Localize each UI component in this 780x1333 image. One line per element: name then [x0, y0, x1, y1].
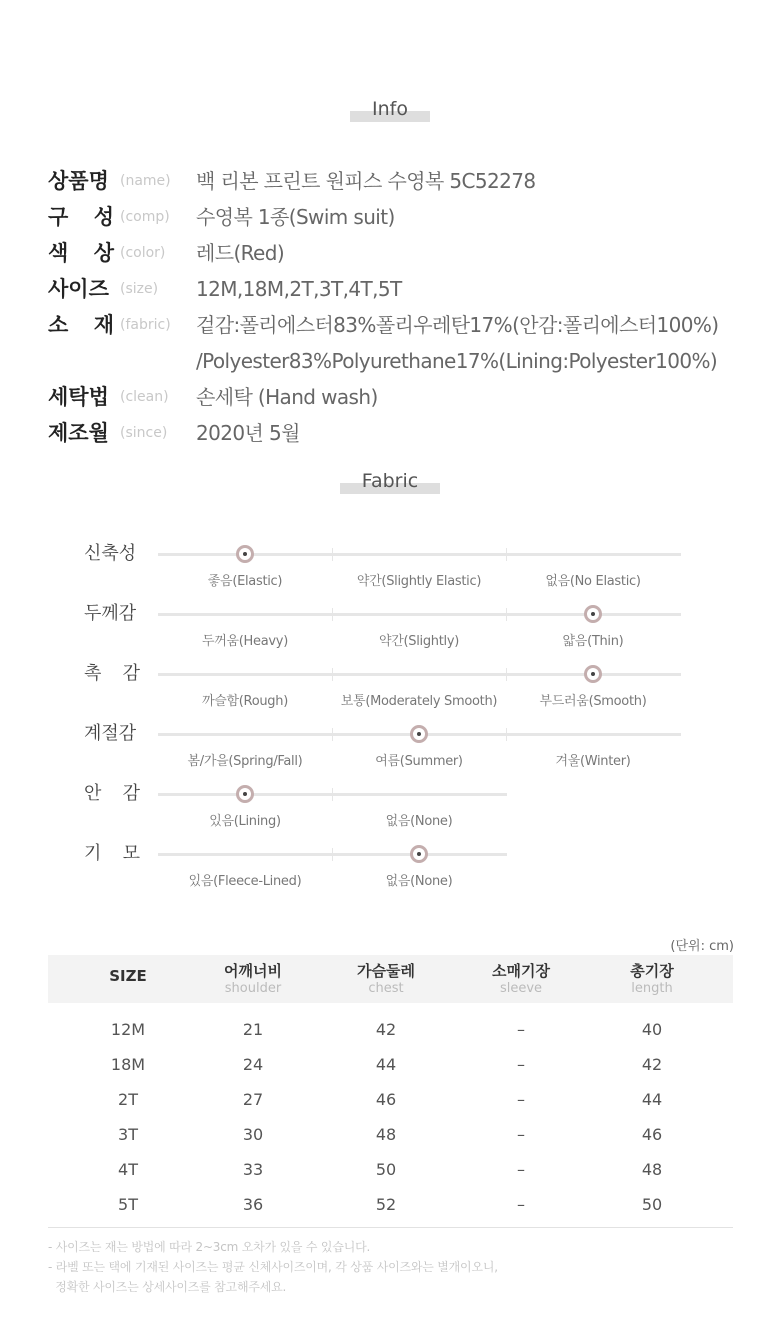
table-cell: 44	[375, 1055, 397, 1074]
size-table-body	[48, 1012, 733, 1222]
table-cell: 24	[242, 1055, 264, 1074]
table-cell: 3T	[118, 1125, 138, 1144]
note-line: - 라벨 또는 택에 기재된 사이즈는 평균 신체사이즈이며, 각 상품 사이즈와는 별개이오니,	[48, 1260, 498, 1274]
column-header-en: length	[631, 981, 673, 996]
table-cell: –	[517, 1195, 525, 1214]
selected-dot-icon	[584, 665, 602, 683]
info-label	[48, 235, 114, 271]
fabric-label	[84, 780, 140, 808]
info-label-en: (color)	[120, 245, 166, 261]
info-label-en: (clean)	[120, 389, 169, 405]
fabric-label: 신축성	[84, 543, 137, 564]
fabric-row	[0, 780, 780, 840]
info-value	[196, 415, 300, 451]
fabric-tick	[332, 608, 333, 621]
fabric-option: 까슬함(Rough)	[202, 694, 288, 709]
table-cell: –	[517, 1055, 525, 1074]
table-cell: 4T	[118, 1160, 138, 1179]
table-row	[48, 1117, 733, 1152]
table-cell: 50	[641, 1195, 663, 1214]
info-value-line: 겉감:폴리에스터83%폴리우레탄17%(안감:폴리에스터100%)	[196, 313, 719, 337]
fabric-option: 좋음(Elastic)	[207, 574, 283, 589]
column-header-ko: 가슴둘레	[357, 962, 415, 980]
fabric-label-char: 안	[84, 783, 102, 804]
fabric-option: 두꺼움(Heavy)	[202, 634, 288, 649]
fabric-track	[158, 613, 681, 616]
fabric-row	[0, 720, 780, 780]
info-value-line: /Polyester83%Polyurethane17%(Lining:Polyester100%)	[196, 349, 718, 373]
fabric-label-char: 기	[84, 843, 102, 864]
info-value	[196, 163, 536, 199]
info-label	[48, 307, 114, 343]
fabric-option: 없음(None)	[385, 814, 453, 829]
info-label-char: 재	[93, 313, 114, 337]
info-label: 사이즈	[48, 277, 109, 301]
info-row	[48, 271, 778, 307]
info-label-en: (size)	[120, 281, 159, 297]
table-cell: 5T	[118, 1195, 138, 1214]
info-label-char: 성	[93, 205, 114, 229]
table-cell: 52	[375, 1195, 397, 1214]
selected-dot-icon	[236, 785, 254, 803]
table-row	[48, 1012, 733, 1047]
fabric-label-char: 감	[122, 783, 140, 804]
info-section-title: Info	[0, 96, 780, 122]
info-label-en: (comp)	[120, 209, 170, 225]
table-cell: 30	[242, 1125, 264, 1144]
note-line: - 사이즈는 재는 방법에 따라 2~3cm 오차가 있을 수 있습니다.	[48, 1240, 371, 1254]
table-cell: 33	[242, 1160, 264, 1179]
fabric-option: 약간(Slightly Elastic)	[356, 574, 482, 589]
info-row	[48, 163, 778, 199]
info-label	[48, 199, 114, 235]
fabric-option: 얇음(Thin)	[562, 634, 624, 649]
fabric-tick	[506, 608, 507, 621]
fabric-option: 약간(Slightly)	[378, 634, 460, 649]
table-cell: 40	[641, 1020, 663, 1039]
table-row	[48, 1047, 733, 1082]
size-table-column-header	[453, 963, 589, 997]
info-value-line: 손세탁 (Hand wash)	[196, 385, 378, 409]
column-header-ko: 소매기장	[492, 962, 550, 980]
fabric-row	[0, 600, 780, 660]
column-header-en: chest	[368, 981, 404, 996]
table-cell: 42	[375, 1020, 397, 1039]
fabric-row	[0, 540, 780, 600]
fabric-tick	[332, 848, 333, 861]
fabric-label	[84, 660, 140, 688]
info-label: 세탁법	[48, 385, 109, 409]
info-label: 제조월	[48, 421, 109, 445]
size-table-column-header	[584, 963, 720, 997]
fabric-option: 없음(None)	[385, 874, 453, 889]
table-cell: 46	[375, 1090, 397, 1109]
info-label-char: 색	[48, 241, 69, 265]
fabric-option: 겨울(Winter)	[555, 754, 631, 769]
table-divider	[48, 1227, 733, 1228]
fabric-row	[0, 660, 780, 720]
fabric-label: 두께감	[84, 603, 137, 624]
info-label-en: (since)	[120, 425, 168, 441]
fabric-option: 보통(Moderately Smooth)	[340, 694, 498, 709]
fabric-label-char: 촉	[84, 663, 102, 684]
fabric-tick	[332, 788, 333, 801]
fabric-option: 부드러움(Smooth)	[539, 694, 647, 709]
fabric-properties	[0, 540, 780, 900]
table-cell: 27	[242, 1090, 264, 1109]
fabric-label	[84, 840, 140, 868]
size-table-header	[48, 955, 733, 1003]
fabric-label-char: 감	[122, 663, 140, 684]
info-row	[48, 235, 778, 271]
table-cell: 50	[375, 1160, 397, 1179]
table-cell: 36	[242, 1195, 264, 1214]
fabric-option: 여름(Summer)	[375, 754, 463, 769]
table-cell: –	[517, 1160, 525, 1179]
fabric-tick	[332, 548, 333, 561]
size-notes	[48, 1237, 498, 1297]
unit-label: (단위: cm)	[670, 939, 734, 954]
info-label-char: 상	[93, 241, 114, 265]
fabric-track	[158, 673, 681, 676]
info-label-en: (name)	[120, 173, 171, 189]
column-header-ko: SIZE	[109, 967, 147, 985]
column-header-en: shoulder	[224, 981, 282, 996]
info-value	[196, 307, 718, 379]
table-row	[48, 1082, 733, 1117]
fabric-tick	[506, 548, 507, 561]
table-cell: 48	[641, 1160, 663, 1179]
fabric-label: 계절감	[84, 723, 137, 744]
table-cell: 2T	[118, 1090, 138, 1109]
table-cell: 46	[641, 1125, 663, 1144]
fabric-tick	[332, 668, 333, 681]
fabric-tick	[332, 728, 333, 741]
selected-dot-icon	[236, 545, 254, 563]
fabric-section-title: Fabric	[0, 468, 780, 494]
info-value-line: 2020년 5월	[196, 421, 300, 445]
selected-dot-icon	[584, 605, 602, 623]
info-value-line: 레드(Red)	[196, 241, 285, 265]
info-row	[48, 199, 778, 235]
selected-dot-icon	[410, 725, 428, 743]
table-cell: –	[517, 1125, 525, 1144]
info-label: 상품명	[48, 169, 109, 193]
info-value	[196, 271, 402, 307]
table-cell: 44	[641, 1090, 663, 1109]
fabric-label-char: 모	[122, 843, 140, 864]
product-info	[48, 163, 778, 451]
fabric-row	[0, 840, 780, 900]
fabric-option: 있음(Fleece-Lined)	[188, 874, 302, 889]
table-cell: 42	[641, 1055, 663, 1074]
column-header-ko: 어깨너비	[224, 962, 282, 980]
fabric-tick	[506, 728, 507, 741]
info-value-line: 백 리본 프린트 원피스 수영복 5C52278	[196, 169, 536, 193]
table-cell: 12M	[110, 1020, 146, 1039]
info-value	[196, 235, 284, 271]
table-row	[48, 1187, 733, 1222]
info-row	[48, 415, 778, 451]
table-cell: –	[517, 1020, 525, 1039]
info-row	[48, 379, 778, 415]
table-cell: 18M	[110, 1055, 146, 1074]
info-label-char: 소	[48, 313, 69, 337]
info-value	[196, 199, 395, 235]
table-cell: –	[517, 1090, 525, 1109]
info-label-en: (fabric)	[120, 317, 171, 333]
size-table-column-header	[318, 963, 454, 997]
fabric-option: 없음(No Elastic)	[545, 574, 641, 589]
info-row	[48, 307, 778, 379]
info-value	[196, 379, 378, 415]
info-value-line: 수영복 1종(Swim suit)	[196, 205, 395, 229]
size-table-column-header	[185, 963, 321, 997]
table-cell: 21	[242, 1020, 264, 1039]
info-value-line: 12M,18M,2T,3T,4T,5T	[196, 277, 402, 301]
table-row	[48, 1152, 733, 1187]
selected-dot-icon	[410, 845, 428, 863]
fabric-option: 봄/가을(Spring/Fall)	[187, 754, 303, 769]
table-cell: 48	[375, 1125, 397, 1144]
column-header-en: sleeve	[499, 981, 543, 996]
note-line: 정확한 사이즈는 상세사이즈를 참고해주세요.	[48, 1280, 287, 1294]
fabric-tick	[506, 668, 507, 681]
fabric-option: 있음(Lining)	[209, 814, 281, 829]
column-header-ko: 총기장	[630, 962, 674, 980]
size-table-column-header	[60, 968, 196, 985]
info-label-char: 구	[48, 205, 69, 229]
